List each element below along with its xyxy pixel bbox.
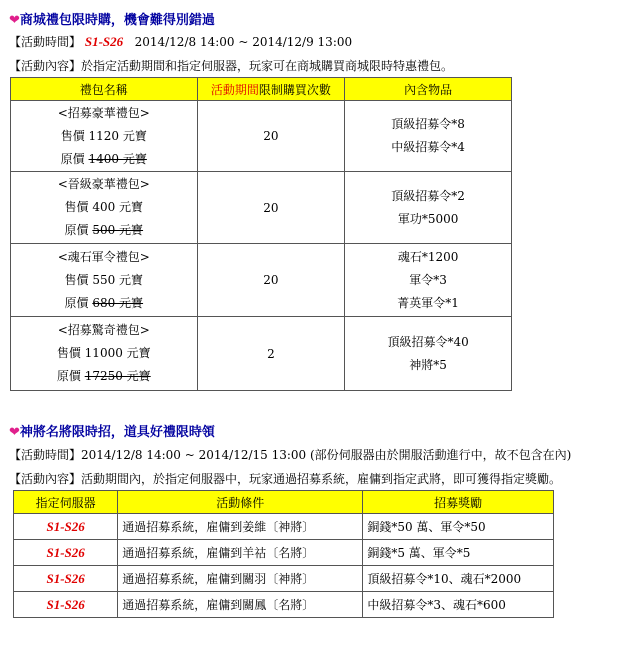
table-row [11, 244, 512, 317]
header-limit: 活動期間限制購買次數 [197, 78, 345, 101]
package-name-cell: <招募驚奇禮包> 售價 11000 元寶 原價 17250 元寶 [11, 317, 198, 391]
limit-cell: 20 [197, 101, 345, 172]
header-name: 禮包名稱 [11, 78, 198, 101]
limit-cell: 2 [197, 317, 345, 391]
items-cell: 頂級招募令*40 神將*5 [345, 317, 512, 391]
server-cell: S1-S26 [14, 592, 118, 618]
package-name-cell: <晉級豪華禮包> 售價 400 元寶 原價 500 元寶 [11, 172, 198, 244]
reward-cell: 中級招募令*3、魂石*600 [363, 592, 554, 618]
reward-cell: 銅錢*5 萬、軍令*5 [363, 540, 554, 566]
package-name-cell: <魂石軍令禮包> 售價 550 元寶 原價 680 元寶 [11, 244, 198, 317]
condition-cell: 通過招募系統，雇傭到羊祜〔名將〕 [118, 540, 363, 566]
table-row [11, 317, 512, 391]
limit-cell: 20 [197, 244, 345, 317]
table-row [11, 101, 512, 172]
section2-content: 【活動內容】活動期間內，於指定伺服器中，玩家通過招募系統，雇傭到指定武將，即可獲得指定獎勵。 [9, 472, 562, 486]
reward-cell: 銅錢*50 萬、軍令*50 [363, 514, 554, 540]
heart-icon: ❤ [9, 13, 20, 28]
header-server: 指定伺服器 [14, 491, 118, 514]
items-cell: 魂石*1200 軍令*3 菁英軍令*1 [345, 244, 512, 317]
table-row [14, 514, 554, 540]
package-name-cell: <招募豪華禮包> 售價 1120 元寶 原價 1400 元寶 [11, 101, 198, 172]
items-cell: 頂級招募令*2 軍功*5000 [345, 172, 512, 244]
heart-icon: ❤ [9, 425, 20, 440]
condition-cell: 通過招募系統，雇傭到關鳳〔名將〕 [118, 592, 363, 618]
limit-cell: 20 [197, 172, 345, 244]
table-row [14, 540, 554, 566]
server-cell: S1-S26 [14, 566, 118, 592]
header-condition: 活動條件 [118, 491, 363, 514]
server-cell: S1-S26 [14, 540, 118, 566]
section2-title: ❤神將名將限時招，道具好禮限時領 [9, 425, 215, 440]
condition-cell: 通過招募系統，雇傭到姜維〔神將〕 [118, 514, 363, 540]
items-cell: 頂級招募令*8 中級招募令*4 [345, 101, 512, 172]
section2-time: 【活動時間】2014/12/8 14:00 ~ 2014/12/15 13:00 (部份伺服器由於開服活動進行中，故不包含在內) [9, 448, 572, 462]
table-row [14, 592, 554, 618]
section1-content: 【活動內容】於指定活動期間和指定伺服器，玩家可在商城購買商城限時特惠禮包。 [9, 59, 454, 73]
condition-cell: 通過招募系統，雇傭到關羽〔神將〕 [118, 566, 363, 592]
reward-cell: 頂級招募令*10、魂石*2000 [363, 566, 554, 592]
section1-title: ❤商城禮包限時購，機會難得別錯過 [9, 13, 215, 28]
header-items: 內含物品 [345, 78, 512, 101]
package-table [10, 77, 512, 391]
recruit-table [13, 490, 554, 618]
table-row [11, 172, 512, 244]
section1-time: 【活動時間】 S1-S26 2014/12/8 14:00 ~ 2014/12/9 13:00 [9, 34, 353, 49]
header-reward: 招募獎勵 [363, 491, 554, 514]
table-row [14, 566, 554, 592]
server-cell: S1-S26 [14, 514, 118, 540]
